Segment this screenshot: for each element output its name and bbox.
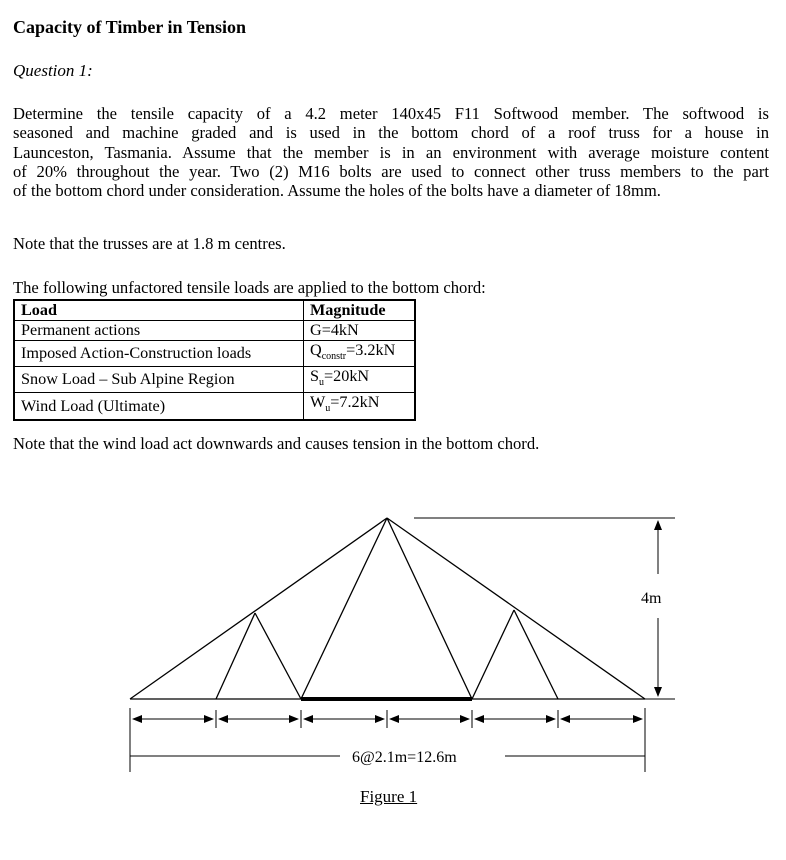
load-name: Permanent actions	[14, 321, 304, 341]
web-member	[301, 518, 387, 699]
web-member	[216, 613, 255, 699]
table-row	[14, 341, 415, 367]
truss-members	[130, 518, 645, 699]
truss-figure	[0, 490, 786, 790]
load-magnitude: $S_u=20kN$	[304, 367, 416, 393]
top-chord-left	[130, 518, 387, 699]
header-magnitude: Magnitude	[304, 300, 416, 321]
problem-paragraph	[13, 104, 769, 200]
note-centres: Note that the trusses are at 1.8 m centres.	[13, 234, 286, 253]
web-member	[472, 610, 514, 699]
loads-table	[13, 299, 416, 421]
figure-caption: Figure 1	[360, 787, 418, 806]
table-row	[14, 321, 415, 341]
table-row	[14, 367, 415, 393]
load-magnitude: $W_u=7.2kN$	[304, 393, 416, 420]
paragraph-line: seasoned and machine graded and is used in the bottom chord of a roof truss for a house in	[13, 123, 769, 143]
load-magnitude: G=4kN	[304, 321, 416, 341]
table-intro: The following unfactored tensile loads are applied to the bottom chord:	[13, 278, 486, 297]
paragraph-line: Determine the tensile capacity of a 4.2 meter 140x45 F11 Softwood member. The softwood is	[13, 104, 769, 123]
table-row	[14, 393, 415, 420]
web-member	[255, 613, 301, 699]
load-name: Snow Load – Sub Alpine Region	[14, 367, 304, 393]
section-title: Capacity of Timber in Tension	[13, 17, 247, 37]
load-name: Imposed Action-Construction loads	[14, 341, 304, 367]
web-member	[514, 610, 558, 699]
load-name: Wind Load (Ultimate)	[14, 393, 304, 420]
span-label: 6@2.1m=12.6m	[352, 749, 457, 766]
height-label: 4m	[641, 590, 662, 607]
note-wind: Note that the wind load act downwards and causes tension in the bottom chord.	[13, 434, 540, 453]
header-load: Load	[14, 300, 304, 321]
load-magnitude: $Q_{constr}=3.2kN$	[304, 341, 416, 367]
web-member	[387, 518, 472, 699]
table-header-row	[14, 300, 415, 321]
question-heading: Question 1:	[13, 61, 93, 80]
paragraph-line: of 20% throughout the year. Two (2) M16 bolts are used to connect other truss members to the part	[13, 161, 769, 181]
paragraph-line: Launceston, Tasmania. Assume that the member is in an environment with average moisture content	[13, 142, 769, 162]
top-chord-right	[387, 518, 645, 699]
paragraph-line: of the bottom chord under consideration. Assume the holes of the bolts have a diameter of 18mm.	[13, 181, 661, 201]
